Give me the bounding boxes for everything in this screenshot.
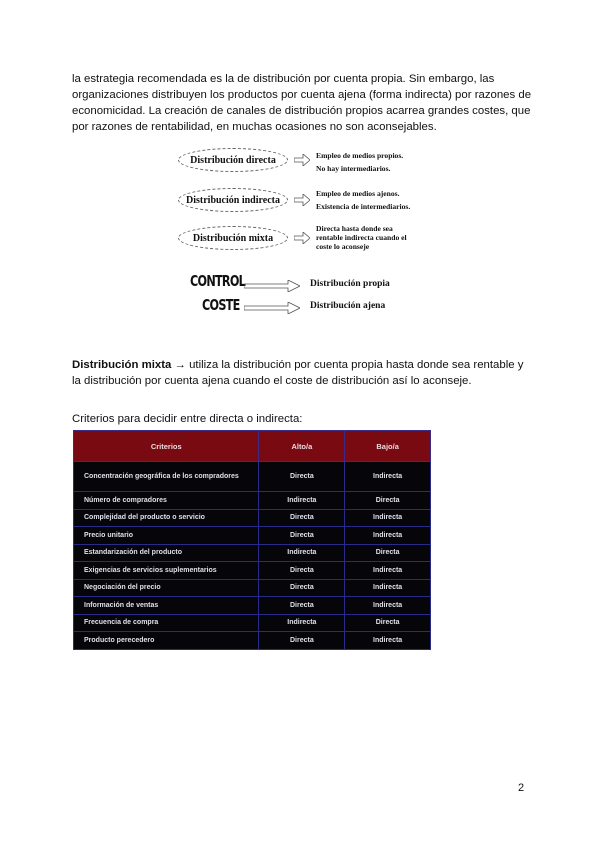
header-alto: Alto/a — [259, 431, 345, 462]
table-row — [74, 527, 431, 545]
header-criterios: Criterios — [74, 431, 259, 462]
note-mixta-3: coste lo aconseje — [316, 242, 370, 251]
cell-alto: Directa — [259, 509, 345, 527]
note-indirecta-2: Existencia de intermediarios. — [316, 202, 411, 211]
cell-bajo: Indirecta — [345, 462, 431, 492]
cell-criterio: Exigencias de servicios suplementarios — [74, 562, 259, 580]
mixta-paragraph — [72, 357, 532, 389]
cell-alto: Indirecta — [259, 492, 345, 510]
note-directa-1: Empleo de medios propios. — [316, 151, 404, 160]
table-row — [74, 462, 431, 492]
note-mixta-2: rentable indirecta cuando el — [316, 233, 407, 242]
table-row — [74, 509, 431, 527]
cell-alto: Directa — [259, 579, 345, 597]
note-directa-2: No hay intermediarios. — [316, 164, 391, 173]
arrow-icon — [294, 194, 310, 206]
cell-bajo: Indirecta — [345, 632, 431, 650]
table-caption: Criterios para decidir entre directa o indirecta: — [72, 413, 303, 425]
cell-alto: Directa — [259, 562, 345, 580]
cell-criterio: Estandarización del producto — [74, 544, 259, 562]
cell-criterio: Número de compradores — [74, 492, 259, 510]
cell-bajo: Indirecta — [345, 579, 431, 597]
table-row — [74, 632, 431, 650]
ellipse-directa: Distribución directa — [178, 148, 288, 172]
cell-alto: Indirecta — [259, 544, 345, 562]
cell-bajo: Directa — [345, 544, 431, 562]
ellipse-indirecta: Distribución indirecta — [178, 188, 288, 212]
long-arrow-icon — [244, 302, 300, 314]
cell-criterio: Producto perecedero — [74, 632, 259, 650]
cell-bajo: Indirecta — [345, 597, 431, 615]
note-mixta-1: Directa hasta donde sea — [316, 224, 393, 233]
header-bajo: Bajo/a — [345, 431, 431, 462]
page-number: 2 — [518, 782, 525, 794]
cell-bajo: Indirecta — [345, 562, 431, 580]
ellipse-mixta: Distribución mixta — [178, 226, 288, 250]
cell-bajo: Directa — [345, 614, 431, 632]
long-arrow-icon — [244, 280, 300, 292]
cell-criterio: Información de ventas — [74, 597, 259, 615]
cell-alto: Directa — [259, 632, 345, 650]
cell-criterio: Concentración geográfica de los compradores — [74, 462, 259, 492]
intro-paragraph: la estrategia recomendada es la de distribución por cuenta propia. Sin embargo, las organizaciones distribuyen los productos por cuenta ajena (forma indirecta) por razones de economicidad. La creación de canales de distribución propios acarrea grandes costes, que por razones de rentabilidad, en muchas ocasiones no son aconsejables. — [72, 73, 532, 133]
cell-criterio: Precio unitario — [74, 527, 259, 545]
cell-bajo: Indirecta — [345, 527, 431, 545]
cell-bajo: Directa — [345, 492, 431, 510]
cell-criterio: Complejidad del producto o servicio — [74, 509, 259, 527]
table-row — [74, 562, 431, 580]
criteria-table — [73, 430, 431, 650]
table-row — [74, 614, 431, 632]
control-label: CONTROL — [190, 272, 246, 290]
cell-criterio: Negociación del precio — [74, 579, 259, 597]
cell-alto: Directa — [259, 462, 345, 492]
table-row — [74, 492, 431, 510]
label-propia: Distribución propia — [310, 279, 390, 289]
mixta-term: Distribución mixta — [72, 359, 172, 371]
cell-alto: Indirecta — [259, 614, 345, 632]
table-row — [74, 597, 431, 615]
label-ajena: Distribución ajena — [310, 301, 386, 311]
table-row — [74, 579, 431, 597]
note-indirecta-1: Empleo de medios ajenos. — [316, 189, 400, 198]
cell-alto: Directa — [259, 597, 345, 615]
arrow-icon — [294, 232, 310, 244]
cell-bajo: Indirecta — [345, 509, 431, 527]
distribution-diagram — [170, 138, 460, 328]
table-row — [74, 544, 431, 562]
cell-criterio: Frecuencia de compra — [74, 614, 259, 632]
mixta-text: → utiliza la distribución por cuenta propia hasta donde sea rentable y la distribución por cuenta ajena cuando el coste de distribución así lo aconseje. — [72, 359, 524, 387]
arrow-icon — [294, 154, 310, 166]
coste-label: COSTE — [202, 296, 240, 314]
cell-alto: Directa — [259, 527, 345, 545]
